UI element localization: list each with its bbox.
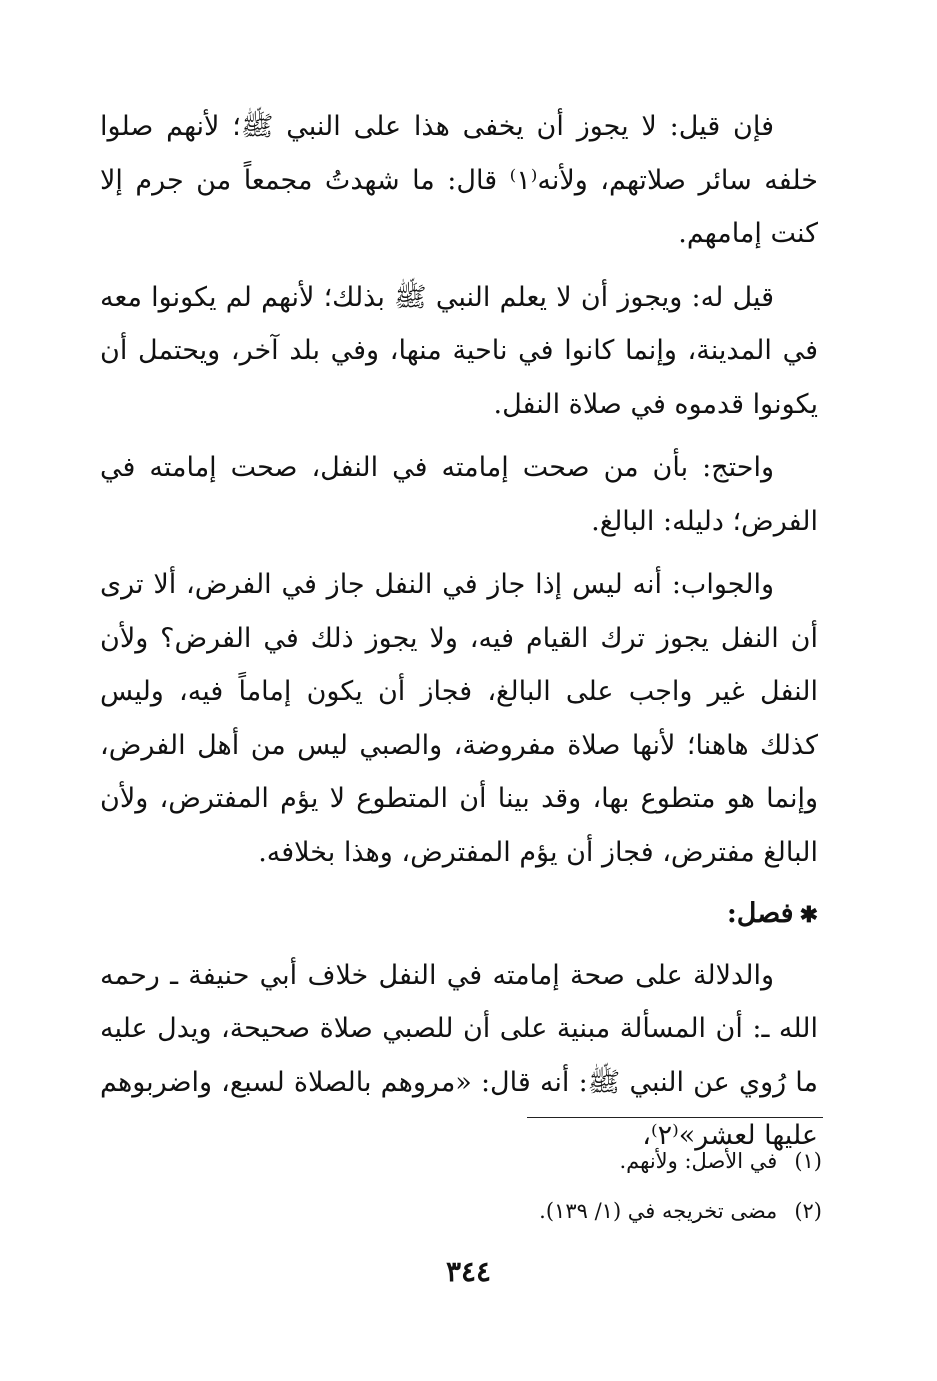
footnote-text: مضى تخريجه في (١/ ١٣٩).	[539, 1199, 778, 1223]
paragraph-answer: والجواب: أنه ليس إذا جاز في النفل جاز في الفرض، ألا ترى أن النفل يجوز ترك القيام فيه، ولا يجوز ذلك في الفرض؟ ولأن النفل غير واجب على البالغ، فجاز أن يكون إماماً فيه، وليس كذلك هاهنا؛ لأنها صلاة مفروضة، والصبي ليس من أهل الفرض، وإنما هو متطوع بها، وقد بينا أن المتطوع لا يؤم المفترض، ولأن البالغ مفترض، فجاز أن يؤم المفترض، وهذا بخلافه.	[100, 569, 818, 868]
main-text	[100, 100, 818, 1163]
footnote	[100, 1136, 822, 1186]
section-heading	[100, 887, 818, 943]
footnote	[100, 1186, 822, 1236]
footnote-number: (٢)	[794, 1199, 822, 1223]
paragraph-evidence: والدلالة على صحة إمامته في النفل خلاف أبي حنيفة ـ رحمه الله ـ: أن المسألة مبنية على أن للصبي صلاة صحيحة، ويدل عليه ما رُوي عن النبي ﷺ: أنه قال: «مروهم بالصلاة لسبع، واضربوهم عليها لعشر»⁽٢⁾،	[100, 959, 818, 1151]
page-number: ٣٤٤	[445, 1255, 492, 1288]
paragraph-argument: واحتج: بأن من صحت إمامته في النفل، صحت إمامته في الفرض؛ دليله: البالغ.	[100, 452, 818, 537]
section-heading-label: فصل:	[726, 898, 794, 929]
paragraph-objection: فإن قيل: لا يجوز أن يخفى هذا على النبي ﷺ؛ لأنهم صلوا خلفه سائر صلاتهم، ولأنه⁽١⁾ قال: ما شهدتُ مجمعاً من جرم إلا كنت إمامهم.	[100, 111, 818, 249]
footnote-text: في الأصل: ولأنهم.	[619, 1149, 778, 1173]
footnotes	[100, 1136, 822, 1236]
paragraph-reply: قيل له: ويجوز أن لا يعلم النبي ﷺ بذلك؛ لأنهم لم يكونوا معه في المدينة، وإنما كانوا في ناحية منها، وفي بلد آخر، ويحتمل أن يكونوا قدموه في صلاة النفل.	[100, 281, 818, 420]
footnote-number: (١)	[794, 1149, 822, 1173]
footnote-divider	[527, 1117, 823, 1118]
star-icon: ✱	[799, 902, 818, 928]
